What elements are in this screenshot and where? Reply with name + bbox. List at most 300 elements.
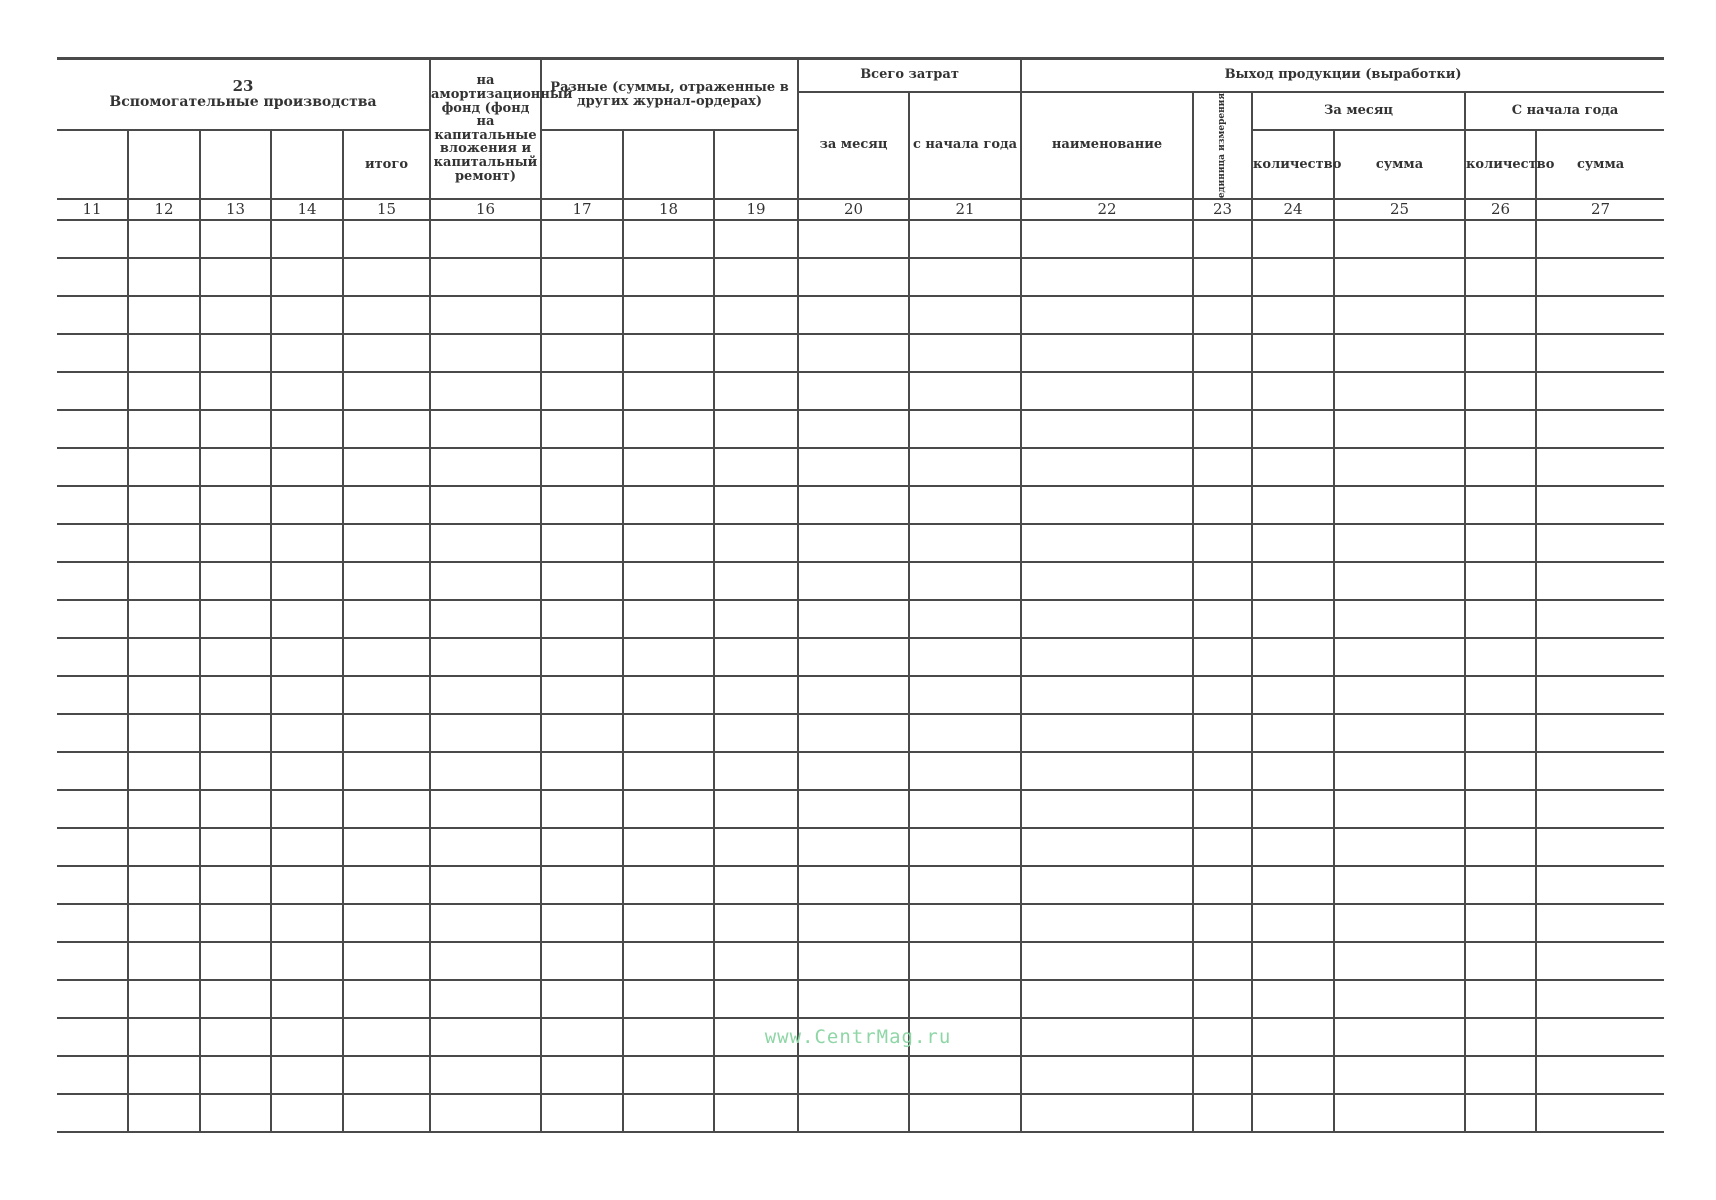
- entry-cell[interactable]: [1021, 676, 1193, 714]
- entry-cell[interactable]: [1021, 258, 1193, 296]
- entry-cell[interactable]: [541, 562, 623, 600]
- entry-cell[interactable]: [623, 448, 714, 486]
- entry-cell[interactable]: [798, 904, 909, 942]
- entry-cell[interactable]: [541, 752, 623, 790]
- entry-cell[interactable]: [1193, 524, 1252, 562]
- entry-cell[interactable]: [343, 676, 430, 714]
- entry-cell[interactable]: [1536, 904, 1664, 942]
- entry-cell[interactable]: [623, 220, 714, 258]
- entry-cell[interactable]: [541, 980, 623, 1018]
- entry-cell[interactable]: [1465, 866, 1536, 904]
- entry-cell[interactable]: [430, 220, 541, 258]
- entry-cell[interactable]: [1021, 1056, 1193, 1094]
- entry-cell[interactable]: [1252, 372, 1334, 410]
- entry-cell[interactable]: [1334, 372, 1465, 410]
- entry-cell[interactable]: [1021, 980, 1193, 1018]
- entry-cell[interactable]: [798, 790, 909, 828]
- entry-cell[interactable]: [430, 334, 541, 372]
- entry-cell[interactable]: [1193, 296, 1252, 334]
- entry-cell[interactable]: [271, 448, 343, 486]
- entry-cell[interactable]: [1252, 866, 1334, 904]
- entry-cell[interactable]: [798, 638, 909, 676]
- entry-cell[interactable]: [541, 942, 623, 980]
- entry-cell[interactable]: [1334, 1094, 1465, 1132]
- entry-cell[interactable]: [128, 448, 200, 486]
- entry-cell[interactable]: [714, 372, 798, 410]
- entry-cell[interactable]: [1021, 752, 1193, 790]
- entry-cell[interactable]: [343, 258, 430, 296]
- entry-cell[interactable]: [430, 258, 541, 296]
- entry-cell[interactable]: [623, 790, 714, 828]
- entry-cell[interactable]: [541, 828, 623, 866]
- entry-cell[interactable]: [1193, 448, 1252, 486]
- entry-cell[interactable]: [623, 258, 714, 296]
- entry-cell[interactable]: [343, 448, 430, 486]
- entry-cell[interactable]: [430, 562, 541, 600]
- entry-cell[interactable]: [430, 410, 541, 448]
- entry-cell[interactable]: [128, 296, 200, 334]
- entry-cell[interactable]: [343, 372, 430, 410]
- entry-cell[interactable]: [200, 828, 271, 866]
- entry-cell[interactable]: [1334, 942, 1465, 980]
- entry-cell[interactable]: [430, 942, 541, 980]
- entry-cell[interactable]: [623, 980, 714, 1018]
- entry-cell[interactable]: [343, 1056, 430, 1094]
- entry-cell[interactable]: [128, 904, 200, 942]
- entry-cell[interactable]: [271, 714, 343, 752]
- entry-cell[interactable]: [1193, 904, 1252, 942]
- entry-cell[interactable]: [128, 790, 200, 828]
- entry-cell[interactable]: [798, 676, 909, 714]
- entry-cell[interactable]: [909, 828, 1021, 866]
- entry-cell[interactable]: [1252, 562, 1334, 600]
- entry-cell[interactable]: [200, 790, 271, 828]
- entry-cell[interactable]: [909, 296, 1021, 334]
- entry-cell[interactable]: [343, 524, 430, 562]
- entry-cell[interactable]: [1334, 562, 1465, 600]
- entry-cell[interactable]: [714, 258, 798, 296]
- entry-cell[interactable]: [1465, 600, 1536, 638]
- entry-cell[interactable]: [1021, 448, 1193, 486]
- entry-cell[interactable]: [271, 752, 343, 790]
- entry-cell[interactable]: [343, 600, 430, 638]
- entry-cell[interactable]: [541, 676, 623, 714]
- entry-cell[interactable]: [128, 866, 200, 904]
- entry-cell[interactable]: [1252, 828, 1334, 866]
- entry-cell[interactable]: [1021, 1094, 1193, 1132]
- entry-cell[interactable]: [1465, 334, 1536, 372]
- entry-cell[interactable]: [714, 904, 798, 942]
- entry-cell[interactable]: [541, 1094, 623, 1132]
- entry-cell[interactable]: [909, 258, 1021, 296]
- entry-cell[interactable]: [1021, 562, 1193, 600]
- entry-cell[interactable]: [57, 410, 128, 448]
- entry-cell[interactable]: [57, 828, 128, 866]
- entry-cell[interactable]: [909, 790, 1021, 828]
- entry-cell[interactable]: [1252, 1094, 1334, 1132]
- entry-cell[interactable]: [909, 562, 1021, 600]
- entry-cell[interactable]: [623, 562, 714, 600]
- entry-cell[interactable]: [271, 1094, 343, 1132]
- entry-cell[interactable]: [909, 904, 1021, 942]
- entry-cell[interactable]: [909, 942, 1021, 980]
- entry-cell[interactable]: [1334, 334, 1465, 372]
- entry-cell[interactable]: [1536, 562, 1664, 600]
- entry-cell[interactable]: [623, 904, 714, 942]
- entry-cell[interactable]: [798, 296, 909, 334]
- entry-cell[interactable]: [909, 448, 1021, 486]
- entry-cell[interactable]: [798, 410, 909, 448]
- entry-cell[interactable]: [1465, 524, 1536, 562]
- entry-cell[interactable]: [1334, 258, 1465, 296]
- entry-cell[interactable]: [714, 866, 798, 904]
- entry-cell[interactable]: [343, 486, 430, 524]
- entry-cell[interactable]: [1252, 980, 1334, 1018]
- entry-cell[interactable]: [271, 334, 343, 372]
- entry-cell[interactable]: [271, 296, 343, 334]
- entry-cell[interactable]: [714, 942, 798, 980]
- entry-cell[interactable]: [1536, 410, 1664, 448]
- entry-cell[interactable]: [128, 486, 200, 524]
- entry-cell[interactable]: [430, 866, 541, 904]
- entry-cell[interactable]: [200, 752, 271, 790]
- entry-cell[interactable]: [1252, 1056, 1334, 1094]
- entry-cell[interactable]: [57, 752, 128, 790]
- entry-cell[interactable]: [1193, 866, 1252, 904]
- entry-cell[interactable]: [714, 638, 798, 676]
- entry-cell[interactable]: [1334, 980, 1465, 1018]
- entry-cell[interactable]: [430, 524, 541, 562]
- entry-cell[interactable]: [1536, 980, 1664, 1018]
- entry-cell[interactable]: [1252, 296, 1334, 334]
- entry-cell[interactable]: [430, 296, 541, 334]
- entry-cell[interactable]: [430, 372, 541, 410]
- entry-cell[interactable]: [1252, 638, 1334, 676]
- entry-cell[interactable]: [1252, 752, 1334, 790]
- entry-cell[interactable]: [798, 942, 909, 980]
- entry-cell[interactable]: [541, 600, 623, 638]
- entry-cell[interactable]: [200, 676, 271, 714]
- entry-cell[interactable]: [1252, 942, 1334, 980]
- entry-cell[interactable]: [909, 334, 1021, 372]
- entry-cell[interactable]: [798, 828, 909, 866]
- entry-cell[interactable]: [541, 334, 623, 372]
- entry-cell[interactable]: [1193, 372, 1252, 410]
- entry-cell[interactable]: [1193, 258, 1252, 296]
- entry-cell[interactable]: [1334, 486, 1465, 524]
- entry-cell[interactable]: [128, 1056, 200, 1094]
- entry-cell[interactable]: [1465, 942, 1536, 980]
- entry-cell[interactable]: [1252, 904, 1334, 942]
- entry-cell[interactable]: [1193, 942, 1252, 980]
- entry-cell[interactable]: [1193, 600, 1252, 638]
- entry-cell[interactable]: [1334, 790, 1465, 828]
- entry-cell[interactable]: [541, 296, 623, 334]
- entry-cell[interactable]: [128, 410, 200, 448]
- entry-cell[interactable]: [1334, 752, 1465, 790]
- entry-cell[interactable]: [430, 752, 541, 790]
- entry-cell[interactable]: [1193, 486, 1252, 524]
- entry-cell[interactable]: [1536, 942, 1664, 980]
- entry-cell[interactable]: [1536, 866, 1664, 904]
- entry-cell[interactable]: [798, 1094, 909, 1132]
- entry-cell[interactable]: [1334, 410, 1465, 448]
- entry-cell[interactable]: [1252, 410, 1334, 448]
- entry-cell[interactable]: [200, 258, 271, 296]
- entry-cell[interactable]: [1465, 372, 1536, 410]
- entry-cell[interactable]: [1021, 486, 1193, 524]
- entry-cell[interactable]: [128, 714, 200, 752]
- entry-cell[interactable]: [57, 258, 128, 296]
- entry-cell[interactable]: [200, 714, 271, 752]
- entry-cell[interactable]: [1465, 296, 1536, 334]
- entry-cell[interactable]: [541, 790, 623, 828]
- entry-cell[interactable]: [430, 1056, 541, 1094]
- entry-cell[interactable]: [1465, 676, 1536, 714]
- entry-cell[interactable]: [623, 676, 714, 714]
- entry-cell[interactable]: [57, 638, 128, 676]
- entry-cell[interactable]: [200, 372, 271, 410]
- entry-cell[interactable]: [1536, 334, 1664, 372]
- entry-cell[interactable]: [1334, 296, 1465, 334]
- entry-cell[interactable]: [1021, 524, 1193, 562]
- entry-cell[interactable]: [1465, 220, 1536, 258]
- entry-cell[interactable]: [200, 410, 271, 448]
- entry-cell[interactable]: [128, 980, 200, 1018]
- entry-cell[interactable]: [200, 524, 271, 562]
- entry-cell[interactable]: [1193, 676, 1252, 714]
- entry-cell[interactable]: [57, 942, 128, 980]
- entry-cell[interactable]: [1465, 752, 1536, 790]
- entry-cell[interactable]: [1465, 448, 1536, 486]
- entry-cell[interactable]: [623, 752, 714, 790]
- entry-cell[interactable]: [343, 296, 430, 334]
- entry-cell[interactable]: [909, 410, 1021, 448]
- entry-cell[interactable]: [1021, 220, 1193, 258]
- entry-cell[interactable]: [1465, 410, 1536, 448]
- entry-cell[interactable]: [128, 638, 200, 676]
- entry-cell[interactable]: [128, 524, 200, 562]
- entry-cell[interactable]: [1193, 1056, 1252, 1094]
- entry-cell[interactable]: [623, 828, 714, 866]
- entry-cell[interactable]: [909, 486, 1021, 524]
- entry-cell[interactable]: [714, 980, 798, 1018]
- entry-cell[interactable]: [57, 866, 128, 904]
- entry-cell[interactable]: [1465, 980, 1536, 1018]
- entry-cell[interactable]: [271, 828, 343, 866]
- entry-cell[interactable]: [430, 904, 541, 942]
- entry-cell[interactable]: [1536, 676, 1664, 714]
- entry-cell[interactable]: [1252, 448, 1334, 486]
- entry-cell[interactable]: [909, 980, 1021, 1018]
- entry-cell[interactable]: [1334, 600, 1465, 638]
- entry-cell[interactable]: [798, 562, 909, 600]
- entry-cell[interactable]: [343, 752, 430, 790]
- entry-cell[interactable]: [1465, 1056, 1536, 1094]
- entry-cell[interactable]: [271, 638, 343, 676]
- entry-cell[interactable]: [798, 486, 909, 524]
- entry-cell[interactable]: [430, 486, 541, 524]
- entry-cell[interactable]: [1334, 524, 1465, 562]
- entry-cell[interactable]: [541, 258, 623, 296]
- entry-cell[interactable]: [1536, 828, 1664, 866]
- entry-cell[interactable]: [798, 980, 909, 1018]
- entry-cell[interactable]: [430, 790, 541, 828]
- entry-cell[interactable]: [271, 562, 343, 600]
- entry-cell[interactable]: [430, 448, 541, 486]
- entry-cell[interactable]: [200, 486, 271, 524]
- entry-cell[interactable]: [1536, 524, 1664, 562]
- entry-cell[interactable]: [343, 866, 430, 904]
- entry-cell[interactable]: [623, 296, 714, 334]
- entry-cell[interactable]: [714, 334, 798, 372]
- entry-cell[interactable]: [1193, 220, 1252, 258]
- entry-cell[interactable]: [271, 790, 343, 828]
- entry-cell[interactable]: [1193, 410, 1252, 448]
- entry-cell[interactable]: [541, 1056, 623, 1094]
- entry-cell[interactable]: [1334, 714, 1465, 752]
- entry-cell[interactable]: [623, 1094, 714, 1132]
- entry-cell[interactable]: [541, 524, 623, 562]
- entry-cell[interactable]: [430, 828, 541, 866]
- entry-cell[interactable]: [909, 600, 1021, 638]
- entry-cell[interactable]: [1465, 790, 1536, 828]
- entry-cell[interactable]: [541, 410, 623, 448]
- entry-cell[interactable]: [623, 486, 714, 524]
- entry-cell[interactable]: [1334, 1056, 1465, 1094]
- entry-cell[interactable]: [623, 334, 714, 372]
- entry-cell[interactable]: [57, 562, 128, 600]
- entry-cell[interactable]: [1536, 1056, 1664, 1094]
- entry-cell[interactable]: [1536, 296, 1664, 334]
- entry-cell[interactable]: [541, 714, 623, 752]
- entry-cell[interactable]: [128, 372, 200, 410]
- entry-cell[interactable]: [1536, 258, 1664, 296]
- entry-cell[interactable]: [1021, 942, 1193, 980]
- entry-cell[interactable]: [200, 904, 271, 942]
- entry-cell[interactable]: [623, 524, 714, 562]
- entry-cell[interactable]: [57, 1094, 128, 1132]
- entry-cell[interactable]: [343, 828, 430, 866]
- entry-cell[interactable]: [909, 714, 1021, 752]
- entry-cell[interactable]: [1536, 638, 1664, 676]
- entry-cell[interactable]: [1021, 334, 1193, 372]
- entry-cell[interactable]: [798, 1056, 909, 1094]
- entry-cell[interactable]: [1465, 1094, 1536, 1132]
- entry-cell[interactable]: [714, 714, 798, 752]
- entry-cell[interactable]: [1334, 828, 1465, 866]
- entry-cell[interactable]: [200, 942, 271, 980]
- entry-cell[interactable]: [271, 524, 343, 562]
- entry-cell[interactable]: [714, 220, 798, 258]
- entry-cell[interactable]: [798, 448, 909, 486]
- entry-cell[interactable]: [1252, 676, 1334, 714]
- entry-cell[interactable]: [343, 980, 430, 1018]
- entry-cell[interactable]: [1465, 486, 1536, 524]
- entry-cell[interactable]: [623, 942, 714, 980]
- entry-cell[interactable]: [200, 448, 271, 486]
- entry-cell[interactable]: [714, 448, 798, 486]
- entry-cell[interactable]: [57, 714, 128, 752]
- entry-cell[interactable]: [128, 752, 200, 790]
- entry-cell[interactable]: [714, 562, 798, 600]
- entry-cell[interactable]: [57, 372, 128, 410]
- entry-cell[interactable]: [909, 1094, 1021, 1132]
- entry-cell[interactable]: [200, 980, 271, 1018]
- entry-cell[interactable]: [714, 296, 798, 334]
- entry-cell[interactable]: [798, 524, 909, 562]
- entry-cell[interactable]: [798, 220, 909, 258]
- entry-cell[interactable]: [271, 1056, 343, 1094]
- entry-cell[interactable]: [271, 676, 343, 714]
- entry-cell[interactable]: [1021, 410, 1193, 448]
- entry-cell[interactable]: [271, 410, 343, 448]
- entry-cell[interactable]: [714, 1056, 798, 1094]
- entry-cell[interactable]: [271, 372, 343, 410]
- entry-cell[interactable]: [430, 714, 541, 752]
- entry-cell[interactable]: [714, 676, 798, 714]
- entry-cell[interactable]: [343, 334, 430, 372]
- entry-cell[interactable]: [1252, 600, 1334, 638]
- entry-cell[interactable]: [909, 752, 1021, 790]
- entry-cell[interactable]: [1334, 638, 1465, 676]
- entry-cell[interactable]: [909, 372, 1021, 410]
- entry-cell[interactable]: [1193, 714, 1252, 752]
- entry-cell[interactable]: [1193, 638, 1252, 676]
- entry-cell[interactable]: [909, 638, 1021, 676]
- entry-cell[interactable]: [1021, 600, 1193, 638]
- entry-cell[interactable]: [1021, 638, 1193, 676]
- entry-cell[interactable]: [1536, 714, 1664, 752]
- entry-cell[interactable]: [200, 334, 271, 372]
- entry-cell[interactable]: [541, 220, 623, 258]
- entry-cell[interactable]: [714, 524, 798, 562]
- entry-cell[interactable]: [909, 1056, 1021, 1094]
- entry-cell[interactable]: [200, 866, 271, 904]
- entry-cell[interactable]: [57, 790, 128, 828]
- entry-cell[interactable]: [1536, 220, 1664, 258]
- entry-cell[interactable]: [798, 258, 909, 296]
- entry-cell[interactable]: [714, 486, 798, 524]
- entry-cell[interactable]: [798, 600, 909, 638]
- entry-cell[interactable]: [271, 600, 343, 638]
- entry-cell[interactable]: [128, 676, 200, 714]
- entry-cell[interactable]: [57, 980, 128, 1018]
- entry-cell[interactable]: [1536, 790, 1664, 828]
- entry-cell[interactable]: [343, 1094, 430, 1132]
- entry-cell[interactable]: [1465, 258, 1536, 296]
- entry-cell[interactable]: [1465, 562, 1536, 600]
- entry-cell[interactable]: [1252, 258, 1334, 296]
- entry-cell[interactable]: [1334, 220, 1465, 258]
- entry-cell[interactable]: [57, 676, 128, 714]
- entry-cell[interactable]: [271, 486, 343, 524]
- entry-cell[interactable]: [200, 600, 271, 638]
- entry-cell[interactable]: [623, 410, 714, 448]
- entry-cell[interactable]: [541, 486, 623, 524]
- entry-cell[interactable]: [1536, 372, 1664, 410]
- entry-cell[interactable]: [541, 638, 623, 676]
- entry-cell[interactable]: [1193, 752, 1252, 790]
- entry-cell[interactable]: [1334, 904, 1465, 942]
- entry-cell[interactable]: [1465, 714, 1536, 752]
- entry-cell[interactable]: [1021, 866, 1193, 904]
- entry-cell[interactable]: [57, 904, 128, 942]
- entry-cell[interactable]: [1021, 790, 1193, 828]
- entry-cell[interactable]: [430, 676, 541, 714]
- entry-cell[interactable]: [200, 638, 271, 676]
- entry-cell[interactable]: [1193, 790, 1252, 828]
